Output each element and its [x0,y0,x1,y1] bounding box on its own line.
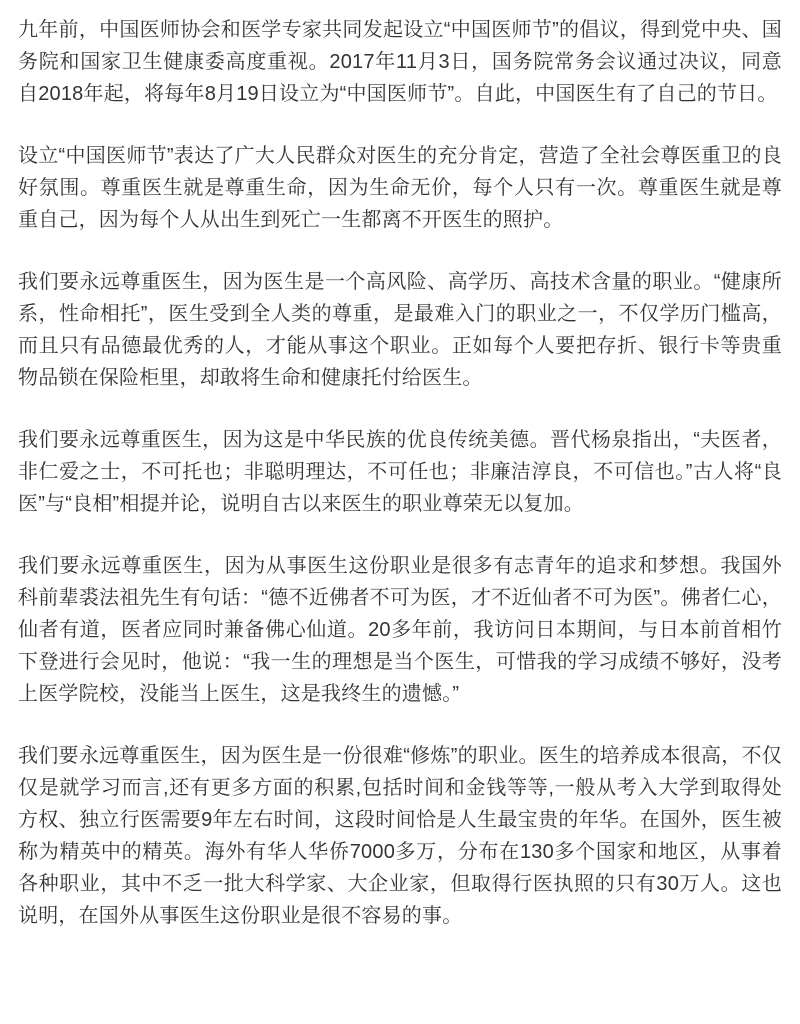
paragraph-doctors-day-origin: 九年前，中国医师协会和医学专家共同发起设立“中国医师节”的倡议，得到党中央、国务院和国家卫生健康委高度重视。2017年11月3日，国务院常务会议通过决议，同意自2018年起，将每年8月19日设立为“中国医师节”。自此，中国医生有了自己的节日。 [18,19,782,105]
paragraph-hard-cultivation: 我们要永远尊重医生，因为医生是一份很难“修炼”的职业。医生的培养成本很高，不仅仅是就学习而言,还有更多方面的积累,包括时间和金钱等等,一般从考入大学到取得处方权、独立行医需要9年左右时间，这段时间恰是人生最宝贵的年华。在国外，医生被称为精英中的精英。海外有华人华侨7000多万，分布在130多个国家和地区，从事着各种职业，其中不乏一批大科学家、大企业家，但取得行医执照的只有30万人。这也说明，在国外从事医生这份职业是很不容易的事。 [18,745,782,927]
paragraph-traditional-virtue: 我们要永远尊重医生，因为这是中华民族的优良传统美德。晋代杨泉指出，“夫医者，非仁爱之士，不可托也；非聪明理达，不可任也；非廉洁淳良，不可信也。”古人将“良医”与“良相”相提并论，说明自古以来医生的职业尊荣无以复加。 [18,429,782,515]
paragraph-high-demand-profession: 我们要永远尊重医生，因为医生是一个高风险、高学历、高技术含量的职业。“健康所系，性命相托”，医生受到全人类的尊重，是最难入门的职业之一，不仅学历门槛高，而且只有品德最优秀的人，才能从事这个职业。正如每个人要把存折、银行卡等贵重物品锁在保险柜里，却敢将生命和健康托付给医生。 [18,271,782,389]
paragraph-respect-life: 设立“中国医师节”表达了广大人民群众对医生的充分肯定，营造了全社会尊医重卫的良好氛围。尊重医生就是尊重生命，因为生命无价，每个人只有一次。尊重医生就是尊重自己，因为每个人从出生到死亡一生都离不开医生的照护。 [18,145,782,231]
paragraph-youth-dream: 我们要永远尊重医生，因为从事医生这份职业是很多有志青年的追求和梦想。我国外科前辈裘法祖先生有句话：“德不近佛者不可为医，才不近仙者不可为医”。佛者仁心，仙者有道，医者应同时兼备佛心仙道。20多年前，我访问日本期间，与日本前首相竹下登进行会见时，他说：“我一生的理想是当个医生，可惜我的学习成绩不够好，没考上医学院校，没能当上医生，这是我终生的遗憾。” [18,555,782,705]
